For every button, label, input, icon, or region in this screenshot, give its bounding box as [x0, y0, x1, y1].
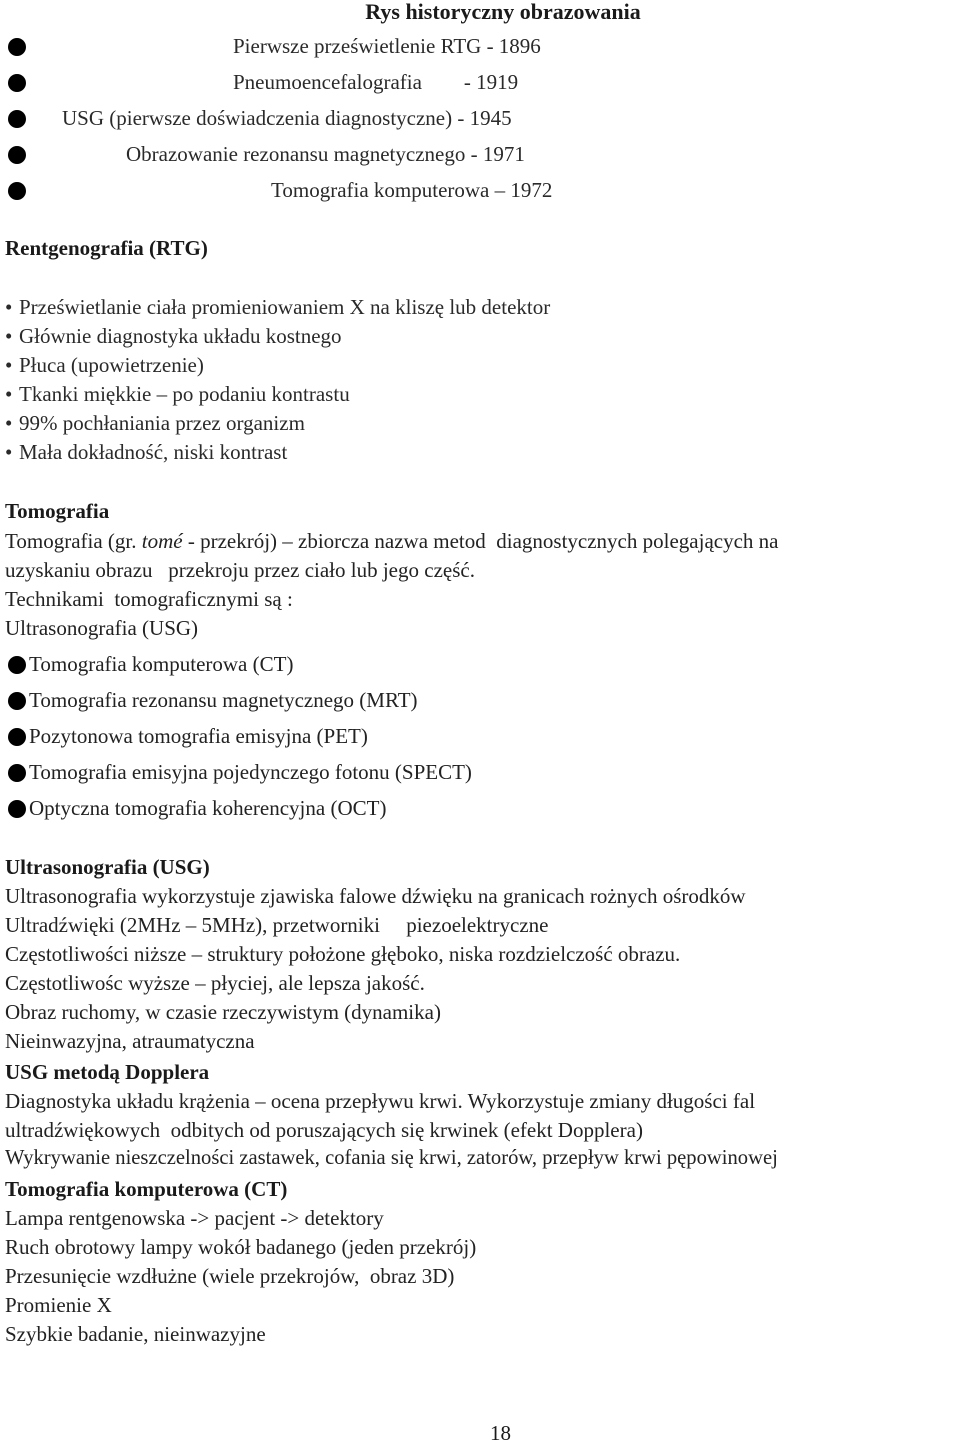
- timeline-item: Obrazowanie rezonansu magnetycznego - 1971: [126, 142, 525, 166]
- definition-italic: tomé: [141, 529, 183, 553]
- techniques-intro: Technikami tomograficznymi są :: [5, 587, 293, 611]
- list-item-text: Mała dokładność, niski kontrast: [19, 440, 288, 464]
- list-item-text: Głównie diagnostyka układu kostnego: [19, 324, 342, 348]
- definition-text: Tomografia (gr.: [5, 529, 142, 553]
- list-item: Tomografia komputerowa (CT): [29, 652, 294, 676]
- tomografia-definition: [5, 529, 778, 554]
- usg-heading: Ultrasonografia (USG): [5, 855, 210, 879]
- ct-heading: Tomografia komputerowa (CT): [5, 1177, 288, 1201]
- timeline-item: USG (pierwsze doświadczenia diagnostyczne) - 1945: [62, 106, 512, 130]
- doppler-line: Diagnostyka układu krążenia – ocena przepływu krwi. Wykorzystuje zmiany długości fal: [5, 1089, 756, 1113]
- list-item: Optyczna tomografia koherencyjna (OCT): [29, 796, 387, 820]
- timeline-item: Pierwsze prześwietlenie RTG - 1896: [233, 34, 541, 58]
- list-item-text: Płuca (upowietrzenie): [19, 353, 204, 377]
- tomografia-heading: Tomografia: [5, 499, 110, 523]
- doppler-line: Wykrywanie nieszczelności zastawek, cofania się krwi, zatorów, przepływ krwi pępowinowej: [5, 1147, 778, 1169]
- list-item: • Głównie diagnostyka układu kostnego: [5, 324, 342, 348]
- bullet-icon: [8, 728, 26, 746]
- bullet-icon: [8, 800, 26, 818]
- bullet-icon: [8, 764, 26, 782]
- usg-line: Ultrasonografia wykorzystuje zjawiska falowe dźwięku na granicach rożnych ośrodków: [5, 884, 746, 908]
- list-item: • Prześwietlanie ciała promieniowaniem X na kliszę lub detektor: [5, 295, 551, 319]
- ct-line: Lampa rentgenowska -> pacjent -> detektory: [5, 1206, 384, 1230]
- list-item: Tomografia rezonansu magnetycznego (MRT): [29, 688, 418, 712]
- definition-text: - przekrój) – zbiorcza nazwa metod diagnostycznych polegających na: [182, 529, 779, 553]
- bullet-icon: [8, 656, 26, 674]
- ct-line: Ruch obrotowy lampy wokół badanego (jeden przekrój): [5, 1235, 477, 1259]
- page-title: Rys historyczny obrazowania: [365, 0, 641, 24]
- bullet-icon: [8, 38, 26, 56]
- bullet-icon: [8, 110, 26, 128]
- rtg-heading: Rentgenografia (RTG): [5, 236, 208, 260]
- timeline-item: Pneumoencefalografia - 1919: [233, 70, 519, 94]
- bullet-icon: [8, 182, 26, 200]
- list-item-text: Prześwietlanie ciała promieniowaniem X na kliszę lub detektor: [19, 295, 551, 319]
- ct-line: Promienie X: [5, 1293, 112, 1317]
- list-item-text: Tkanki miękkie – po podaniu kontrastu: [19, 382, 350, 406]
- doppler-heading: USG metodą Dopplera: [5, 1060, 210, 1084]
- tomografia-definition-line2: uzyskaniu obrazu przekroju przez ciało lub jego część.: [5, 558, 475, 582]
- usg-line: Nieinwazyjna, atraumatyczna: [5, 1029, 255, 1053]
- doppler-line: ultradźwiękowych odbitych od poruszających się krwinek (efekt Dopplera): [5, 1118, 643, 1142]
- timeline-item: Tomografia komputerowa – 1972: [271, 178, 553, 202]
- usg-line: Częstotliwośc wyższe – płyciej, ale lepsza jakość.: [5, 971, 425, 995]
- list-item: • Tkanki miękkie – po podaniu kontrastu: [5, 382, 350, 406]
- usg-line: Ultradźwięki (2MHz – 5MHz), przetworniki piezoelektryczne: [5, 913, 549, 937]
- list-item: Tomografia emisyjna pojedynczego fotonu (SPECT): [29, 760, 472, 784]
- list-item: • Mała dokładność, niski kontrast: [5, 440, 288, 464]
- bullet-icon: [8, 692, 26, 710]
- list-item: • 99% pochłaniania przez organizm: [5, 411, 305, 435]
- list-item: • Płuca (upowietrzenie): [5, 353, 204, 377]
- usg-line: Obraz ruchomy, w czasie rzeczywistym (dynamika): [5, 1000, 441, 1024]
- list-item: Pozytonowa tomografia emisyjna (PET): [29, 724, 368, 748]
- list-item-text: 99% pochłaniania przez organizm: [19, 411, 305, 435]
- ct-line: Przesunięcie wzdłużne (wiele przekrojów, obraz 3D): [5, 1264, 455, 1288]
- technique-usg: Ultrasonografia (USG): [5, 616, 199, 640]
- ct-line: Szybkie badanie, nieinwazyjne: [5, 1322, 266, 1346]
- bullet-icon: [8, 74, 26, 92]
- page-number: 18: [490, 1421, 511, 1445]
- usg-line: Częstotliwości niższe – struktury położone głęboko, niska rozdzielczość obrazu.: [5, 942, 681, 966]
- bullet-icon: [8, 146, 26, 164]
